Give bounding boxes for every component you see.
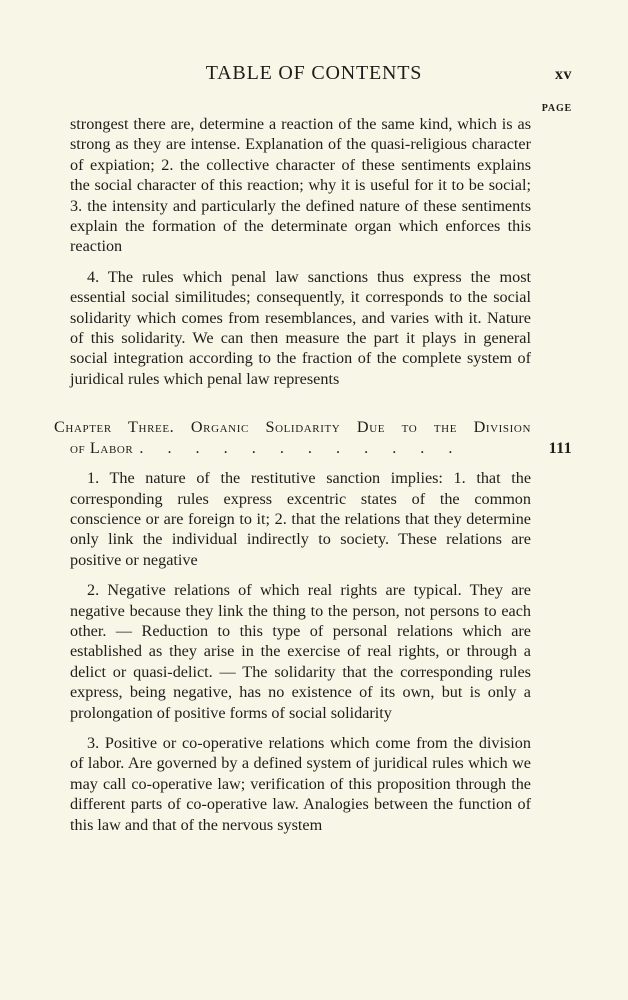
chapter-page-number: 111	[548, 438, 572, 457]
page-number: xv	[555, 66, 572, 83]
toc-body	[54, 114, 572, 835]
leader-dots: . . . . . . . . . . . .	[139, 438, 463, 457]
page-column-label: PAGE	[541, 103, 572, 114]
chapter-title-continued	[70, 438, 531, 458]
chapter-title: Chapter Three. Organic Solidarity Due to the Division	[54, 418, 531, 437]
chapter3-paragraph-2: 2. Negative relations of which real rights are typical. They are negative because they link the thing to the person, not persons to each other. — Reduction to this type of personal relations which are established as they arise in the exercise of real rights, or through a delict or quasi-delict. — The solidarity that the corresponding rules express, being negative, has no existence of its own, but is only a prolongation of positive forms of social solidarity	[70, 581, 531, 722]
continued-paragraph: strongest there are, determine a reaction of the same kind, which is as strong as they are intense. Explanation of the quasi-religious character of expiation; 2. the collective character of these sentiments explains the social character of this reaction; why it is useful for it to be social; 3. the intensity and particularly the defined nature of these sentiments explain the formation of the determinate organ which enforces this reaction	[70, 115, 531, 256]
paragraph-4: 4. The rules which penal law sanctions thus express the most essential social similitudes; consequently, it corresponds to the social solidarity which comes from resemblances, and varies with it. Nature of this solidarity. We can then measure the part it plays in general social integration according to the fraction of the complete system of juridical rules which penal law represents	[70, 267, 531, 388]
running-title: TABLE OF CONTENTS	[205, 62, 423, 84]
chapter-entry[interactable]	[54, 417, 572, 458]
chapter3-paragraph-1: 1. The nature of the restitutive sanction implies: 1. that the corresponding rules express excentric states of the common conscience or are foreign to it; 2. that the relations that they determine only link the individual indirectly to society. These relations are positive or negative	[70, 469, 531, 569]
chapter-title-line2: of Labor	[70, 438, 134, 457]
chapter3-paragraph-3: 3. Positive or co-operative relations which come from the division of labor. Are governed by a defined system of juridical rules which we may call co-operative law; verification of this proposition through the different parts of co-operative law. Analogies between the function of this law and that of the nervous system	[70, 733, 531, 834]
